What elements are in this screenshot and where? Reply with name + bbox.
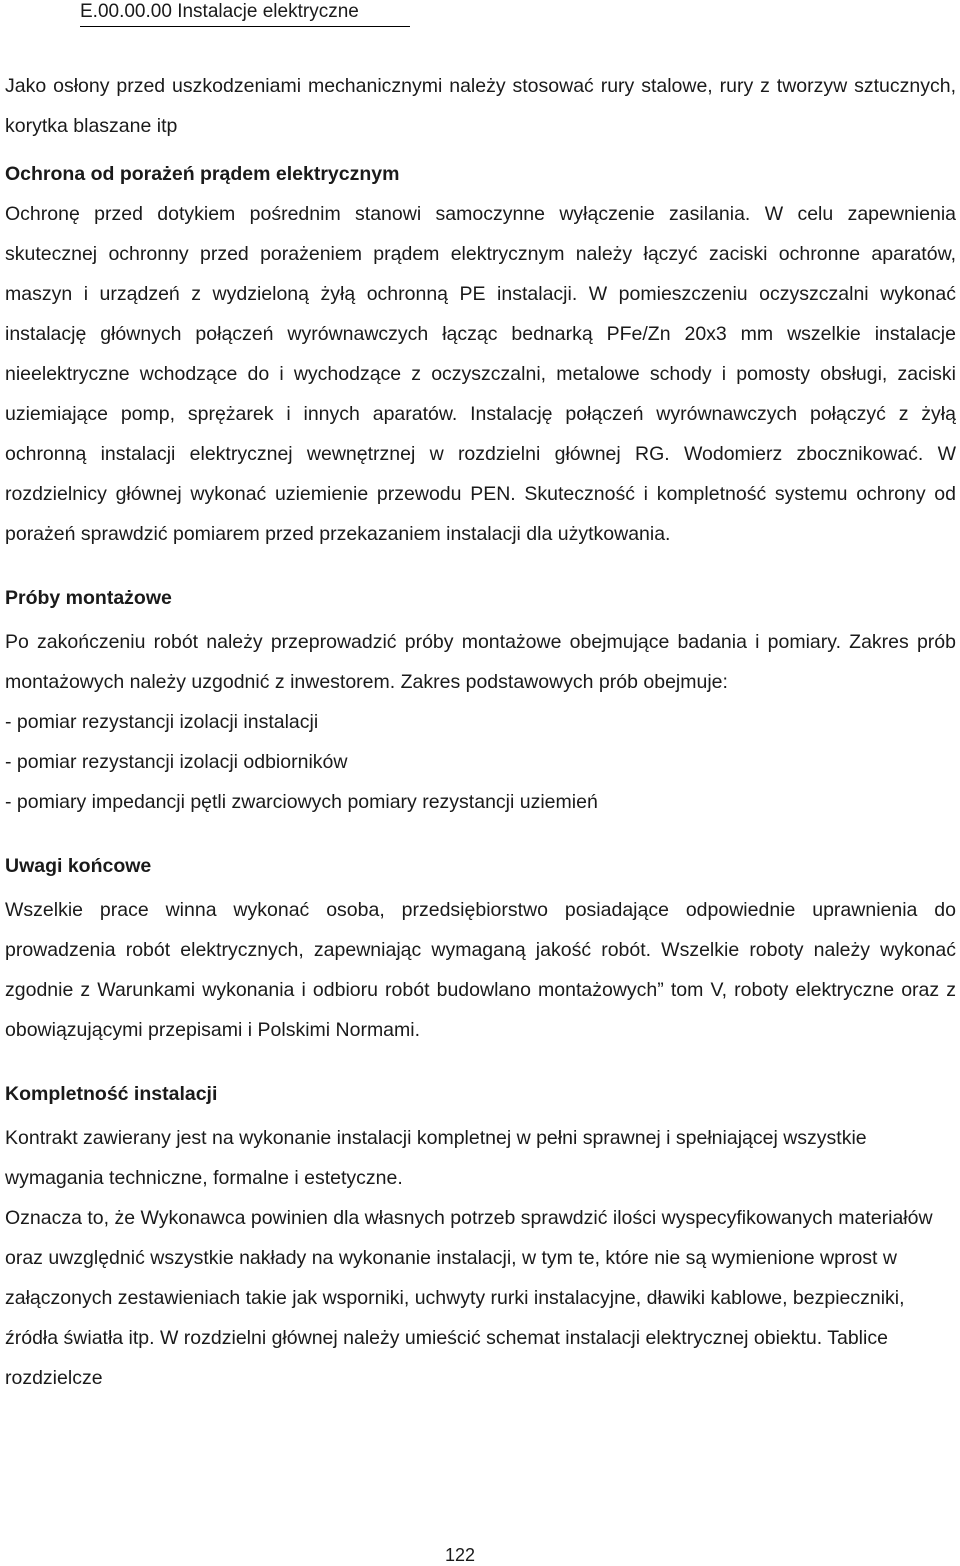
shock-protection-paragraph: Ochronę przed dotykiem pośrednim stanowi samoczynne wyłączenie zasilania. W celu zapewnienia skutecznej ochronny przed porażeniem prądem elektrycznym należy łączyć zaciski ochronne aparatów, maszyn i urządzeń z wydzieloną żyłą ochronną PE instalacji. W pomieszczeniu oczyszczalni wykonać instalację głównych połączeń wyrównawczych łącząc bednarką PFe/Zn 20x3 mm wszelkie instalacje nieelektryczne wchodzące do i wychodzące z oczyszczalni, metalowe schody i pomosty obsługi, zaciski uziemiające pomp, sprężarek i innych aparatów. Instalację połączeń wyrównawczych połączyć z żyłą ochronną instalacji elektrycznej wewnętrznej w rozdzielni głównej RG. Wodomierz zbocznikować. W rozdzielnicy głównej wykonać uziemienie przewodu PEN. Skuteczność i kompletność systemu ochrony od porażeń sprawdzić pomiarem przed przekazaniem instalacji dla użytkowania. bbox=[5, 203, 956, 545]
page-number: 122 bbox=[444, 1545, 476, 1565]
page-header: E.00.00.00 Instalacje elektryczne bbox=[80, 0, 410, 27]
list-item: - pomiary impedancji pętli zwarciowych pomiary rezystancji uziemień bbox=[5, 791, 598, 813]
intro-paragraph: Jako osłony przed uszkodzeniami mechanicznymi należy stosować rury stalowe, rury z tworzyw sztucznych, korytka blaszane itp bbox=[5, 75, 956, 137]
section-heading-completeness: Kompletność instalacji bbox=[5, 1083, 218, 1105]
completeness-paragraph-1: Kontrakt zawierany jest na wykonanie instalacji kompletnej w pełni sprawnej i spełniającej wszystkie wymagania techniczne, formalne i estetyczne. bbox=[5, 1127, 867, 1189]
section-heading-final-remarks: Uwagi końcowe bbox=[5, 855, 152, 877]
tests-list bbox=[5, 702, 956, 822]
assembly-tests-paragraph: Po zakończeniu robót należy przeprowadzić próby montażowe obejmujące badania i pomiary. Zakres prób montażowych należy uzgodnić z inwestorem. Zakres podstawowych prób obejmuje: bbox=[5, 631, 956, 693]
list-item: - pomiar rezystancji izolacji odbiorników bbox=[5, 751, 348, 773]
section-heading-shock-protection: Ochrona od porażeń prądem elektrycznym bbox=[5, 163, 400, 185]
completeness-paragraph-2: Oznacza to, że Wykonawca powinien dla własnych potrzeb sprawdzić ilości wyspecyfikowanych materiałów oraz uwzględnić wszystkie nakłady na wykonanie instalacji, w tym te, które nie są wymienione wprost w załączonych zestawieniach takie jak wsporniki, uchwyty rurki instalacyjne, dławiki kablowe, bezpieczniki, źródła światła itp. W rozdzielni głównej należy umieścić schemat instalacji elektrycznej obiektu. Tablice rozdzielcze bbox=[5, 1207, 933, 1389]
section-heading-assembly-tests: Próby montażowe bbox=[5, 587, 172, 609]
final-remarks-paragraph: Wszelkie prace winna wykonać osoba, przedsiębiorstwo posiadające odpowiednie uprawnienia do prowadzenia robót elektrycznych, zapewniając wymaganą jakość robót. Wszelkie roboty należy wykonać zgodnie z Warunkami wykonania i odbioru robót budowlano montażowych” tom V, roboty elektryczne oraz z obowiązującymi przepisami i Polskimi Normami. bbox=[5, 899, 956, 1041]
document-body bbox=[5, 66, 956, 1398]
list-item: - pomiar rezystancji izolacji instalacji bbox=[5, 711, 319, 733]
